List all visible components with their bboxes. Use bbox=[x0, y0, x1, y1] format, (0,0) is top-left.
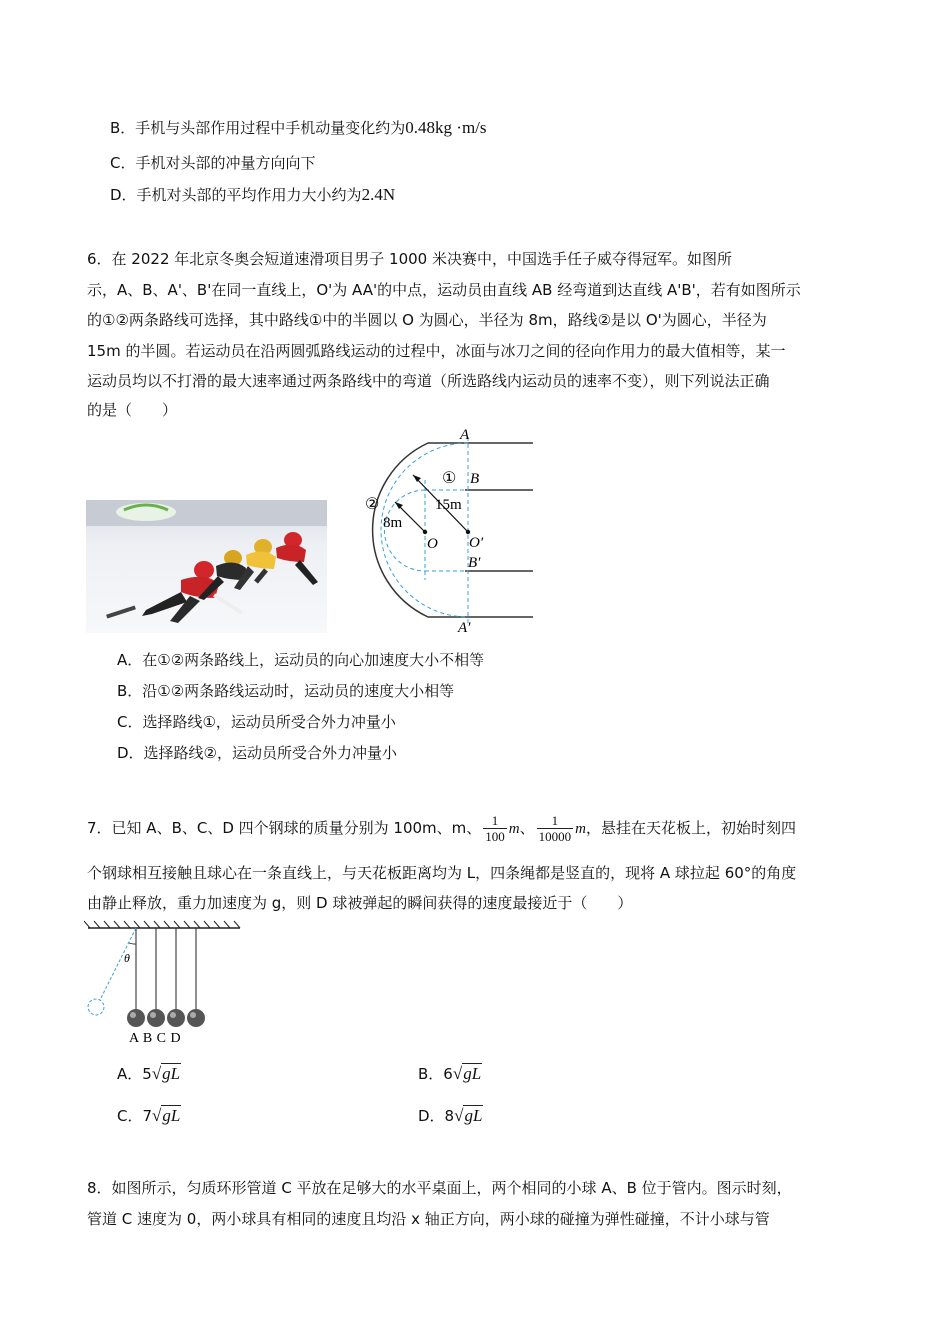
q6-option-d: D．选择路线②，运动员所受合外力冲量小 bbox=[117, 744, 397, 762]
label-route2: ② bbox=[365, 496, 380, 513]
ball-labels: A B C D bbox=[129, 1031, 181, 1046]
q7-fraction-2 bbox=[537, 813, 574, 844]
q7-fraction-1 bbox=[483, 813, 507, 844]
q5-option-b-text: B．手机与头部作用过程中手机动量变化约为 bbox=[110, 119, 406, 137]
q7-stem-line2: 个钢球相互接触且球心在一条直线上，与天花板距离均为 L，四条绳都是竖直的，现将 A 球拉起 60°的角度 bbox=[87, 864, 797, 882]
q6-option-c: C．选择路线①，运动员所受合外力冲量小 bbox=[117, 713, 396, 731]
q7-option-a-label: A．5 bbox=[117, 1065, 152, 1083]
q5-option-b-value: 0.48kg ·m/s bbox=[405, 118, 487, 137]
q7-frac1-den: 100 bbox=[485, 829, 505, 844]
q7-frac1-num: 1 bbox=[483, 813, 507, 829]
speed-skating-photo bbox=[86, 500, 327, 633]
q5-option-d bbox=[110, 185, 395, 205]
track-diagram bbox=[335, 425, 540, 635]
q6-stem-line4: 15m 的半圆。若运动员在沿两圆弧路线运动的过程中，冰面与冰刀之间的径向作用力的最大值相等，某一 bbox=[87, 342, 786, 360]
q5-option-b bbox=[110, 118, 487, 138]
label-route1: ① bbox=[442, 470, 457, 487]
q6-option-a: A．在①②两条路线上，运动员的向心加速度大小不相等 bbox=[117, 651, 485, 669]
q5-option-d-text: D．手机对头部的平均作用力大小约为 bbox=[110, 186, 362, 204]
label-b-prime: B′ bbox=[468, 555, 481, 571]
q7-sqrt-d: √gL bbox=[454, 1106, 483, 1125]
q7-line1-start: 7．已知 A、B、C、D 四个钢球的质量分别为 100m、m、 bbox=[87, 819, 482, 837]
q5-option-d-value: 2.4N bbox=[361, 185, 396, 204]
label-o: O bbox=[427, 536, 438, 552]
q7-option-c bbox=[117, 1106, 181, 1126]
label-a: A bbox=[460, 427, 470, 443]
q5-option-c: C．手机对头部的冲量方向向下 bbox=[110, 154, 316, 172]
q7-stem-line1 bbox=[87, 808, 796, 849]
q7-option-d bbox=[418, 1106, 483, 1126]
label-8m: 8m bbox=[383, 515, 403, 531]
q6-stem-line5: 运动员均以不打滑的最大速率通过两条路线中的弯道（所选路线内运动员的速率不变），则下列说法正确 bbox=[87, 372, 770, 390]
q6-stem-line1: 6．在 2022 年北京冬奥会短道速滑项目男子 1000 米决赛中，中国选手任子威夺得冠军。如图所 bbox=[87, 250, 732, 268]
q7-option-a bbox=[117, 1064, 181, 1084]
q8-stem-line1: 8．如图所示，匀质环形管道 C 平放在足够大的水平桌面上，两个相同的小球 A、B 位于管内。图示时刻， bbox=[87, 1179, 792, 1197]
q6-stem-line2: 示，A、B、A'、B'在同一直线上，O'为 AA'的中点，运动员由直线 AB 经弯道到达直线 A'B'，若有如图所示 bbox=[87, 281, 801, 299]
q7-rad-c: gL bbox=[162, 1106, 181, 1125]
q7-m-2: m bbox=[575, 821, 586, 837]
q7-sqrt-c: √gL bbox=[152, 1106, 181, 1125]
label-theta: θ bbox=[124, 951, 130, 965]
q6-stem-line6: 的是（ ） bbox=[87, 401, 178, 419]
q7-sep: 、 bbox=[519, 819, 535, 837]
pendulum-diagram bbox=[84, 920, 244, 1048]
q7-sqrt-a: √gL bbox=[151, 1064, 181, 1083]
label-a-prime: A′ bbox=[458, 620, 471, 635]
q7-m-1: m bbox=[508, 821, 520, 837]
q7-rad-b: gL bbox=[463, 1064, 482, 1083]
label-b: B bbox=[470, 471, 480, 487]
q7-frac2-num: 1 bbox=[537, 813, 574, 829]
q7-sqrt-b: √gL bbox=[452, 1064, 482, 1083]
label-15m: 15m bbox=[435, 497, 462, 513]
label-o-prime: O′ bbox=[469, 535, 484, 551]
q7-rad-a: gL bbox=[162, 1064, 181, 1083]
q7-option-b-label: B．6 bbox=[418, 1065, 453, 1083]
q8-stem-line2: 管道 C 速度为 0，两小球具有相同的速度且均沿 x 轴正方向，两小球的碰撞为弹性碰撞，不计小球与管 bbox=[87, 1210, 770, 1228]
q7-frac2-den: 10000 bbox=[538, 829, 572, 844]
q7-option-b bbox=[418, 1064, 482, 1084]
q7-option-c-label: C．7 bbox=[117, 1107, 153, 1125]
q7-rad-d: gL bbox=[464, 1106, 483, 1125]
q7-stem-line3: 由静止释放，重力加速度为 g，则 D 球被弹起的瞬间获得的速度最接近于（ ） bbox=[87, 894, 633, 912]
q6-stem-line3: 的①②两条路线可选择，其中路线①中的半圆以 O 为圆心，半径为 8m，路线②是以 O'为圆心，半径为 bbox=[87, 311, 767, 329]
q7-line1-end: ，悬挂在天花板上，初始时刻四 bbox=[585, 819, 796, 837]
q6-option-b: B．沿①②两条路线运动时，运动员的速度大小相等 bbox=[117, 682, 455, 700]
q7-option-d-label: D．8 bbox=[418, 1107, 455, 1125]
